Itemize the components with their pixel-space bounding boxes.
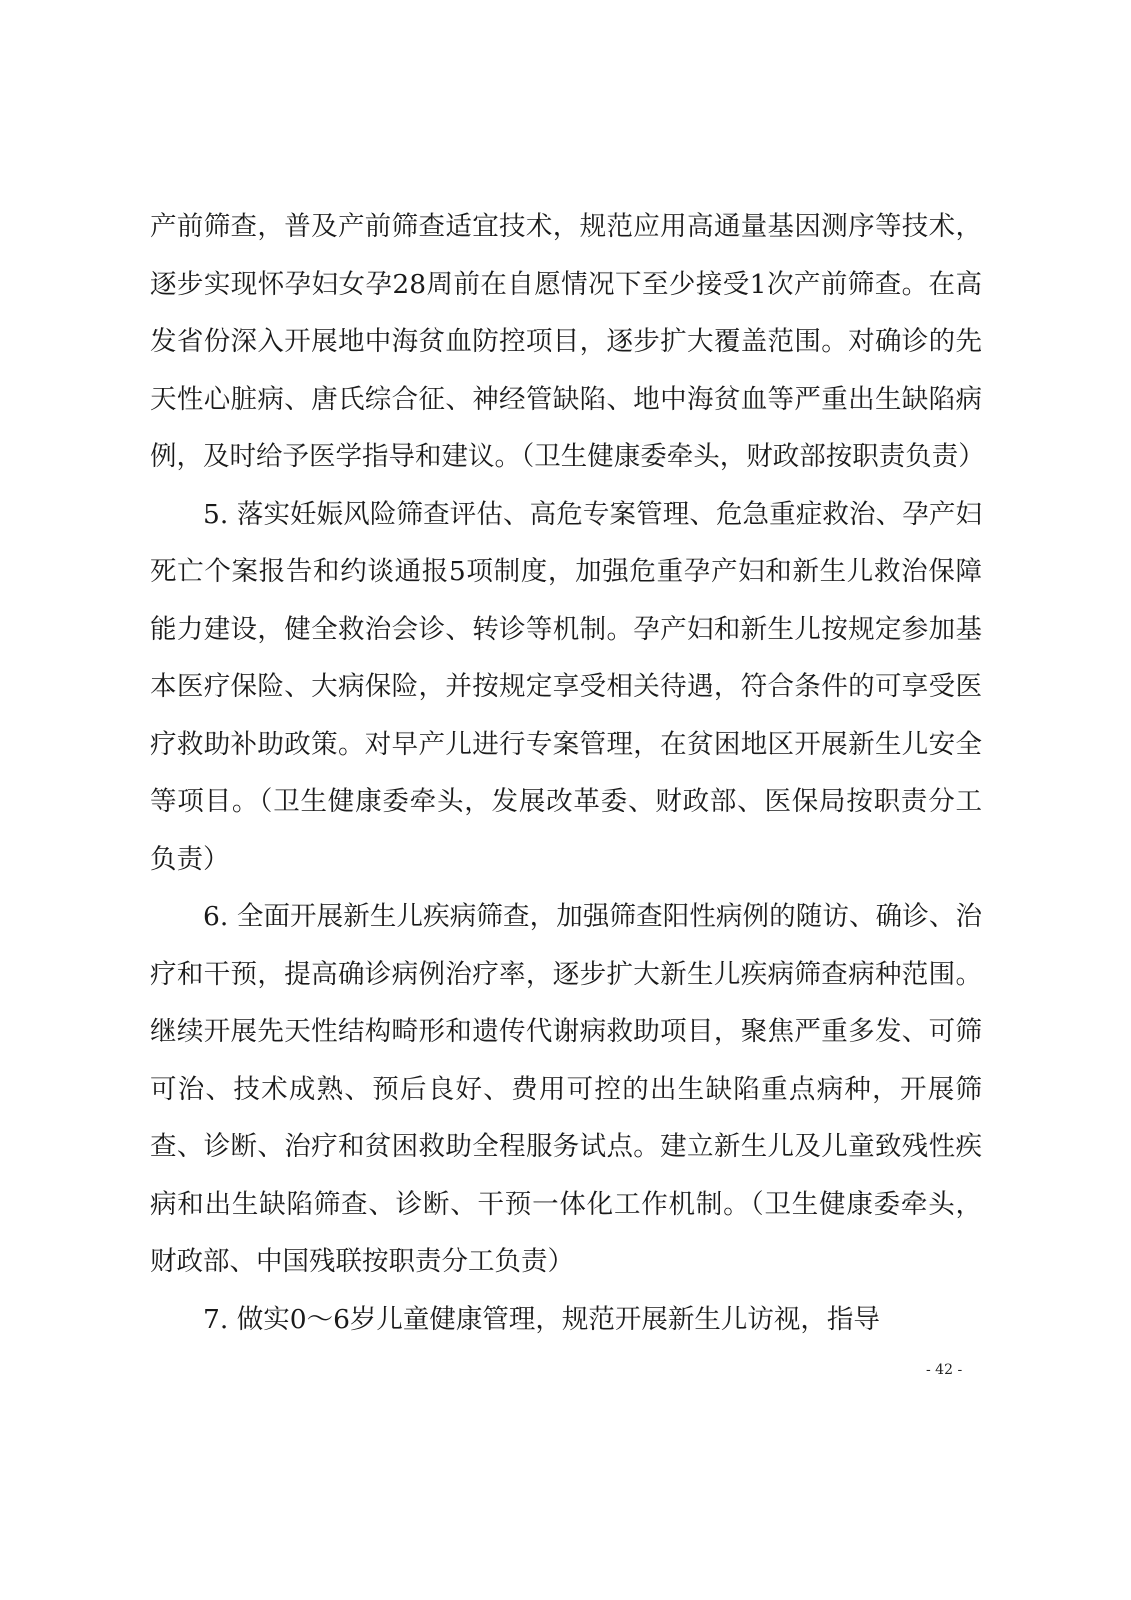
page-number: - 42 - bbox=[926, 1362, 963, 1378]
paragraph-continued: 产前筛查，普及产前筛查适宜技术，规范应用高通量基因测序等技术，逐步实现怀孕妇女孕28周前在自愿情况下至少接受1次产前筛查。在高发省份深入开展地中海贫血防控项目，逐步扩大覆盖范围。对确诊的先天性心脏病、唐氏综合征、神经管缺陷、地中海贫血等严重出生缺陷病例，及时给予医学指导和建议。（卫生健康委牵头，财政部按职责负责） bbox=[150, 211, 985, 472]
paragraph-item-7: 7. 做实0～6岁儿童健康管理，规范开展新生儿访视，指导 bbox=[203, 1303, 880, 1335]
document-body bbox=[150, 198, 985, 1348]
paragraph-item-5: 5. 落实妊娠风险筛查评估、高危专案管理、危急重症救治、孕产妇死亡个案报告和约谈通报5项制度，加强危重孕产妇和新生儿救治保障能力建设，健全救治会诊、转诊等机制。孕产妇和新生儿按规定参加基本医疗保险、大病保险，并按规定享受相关待遇，符合条件的可享受医疗救助补助政策。对早产儿进行专案管理，在贫困地区开展新生儿安全等项目。（卫生健康委牵头，发展改革委、财政部、医保局按职责分工负责） bbox=[150, 498, 982, 875]
paragraph-item-6: 6. 全面开展新生儿疾病筛查，加强筛查阳性病例的随访、确诊、治疗和干预，提高确诊病例治疗率，逐步扩大新生儿疾病筛查病种范围。继续开展先天性结构畸形和遗传代谢病救助项目，聚焦严重多发、可筛可治、技术成熟、预后良好、费用可控的出生缺陷重点病种，开展筛查、诊断、治疗和贫困救助全程服务试点。建立新生儿及儿童致残性疾病和出生缺陷筛查、诊断、干预一体化工作机制。（卫生健康委牵头，财政部、中国残联按职责分工负责） bbox=[150, 901, 982, 1277]
